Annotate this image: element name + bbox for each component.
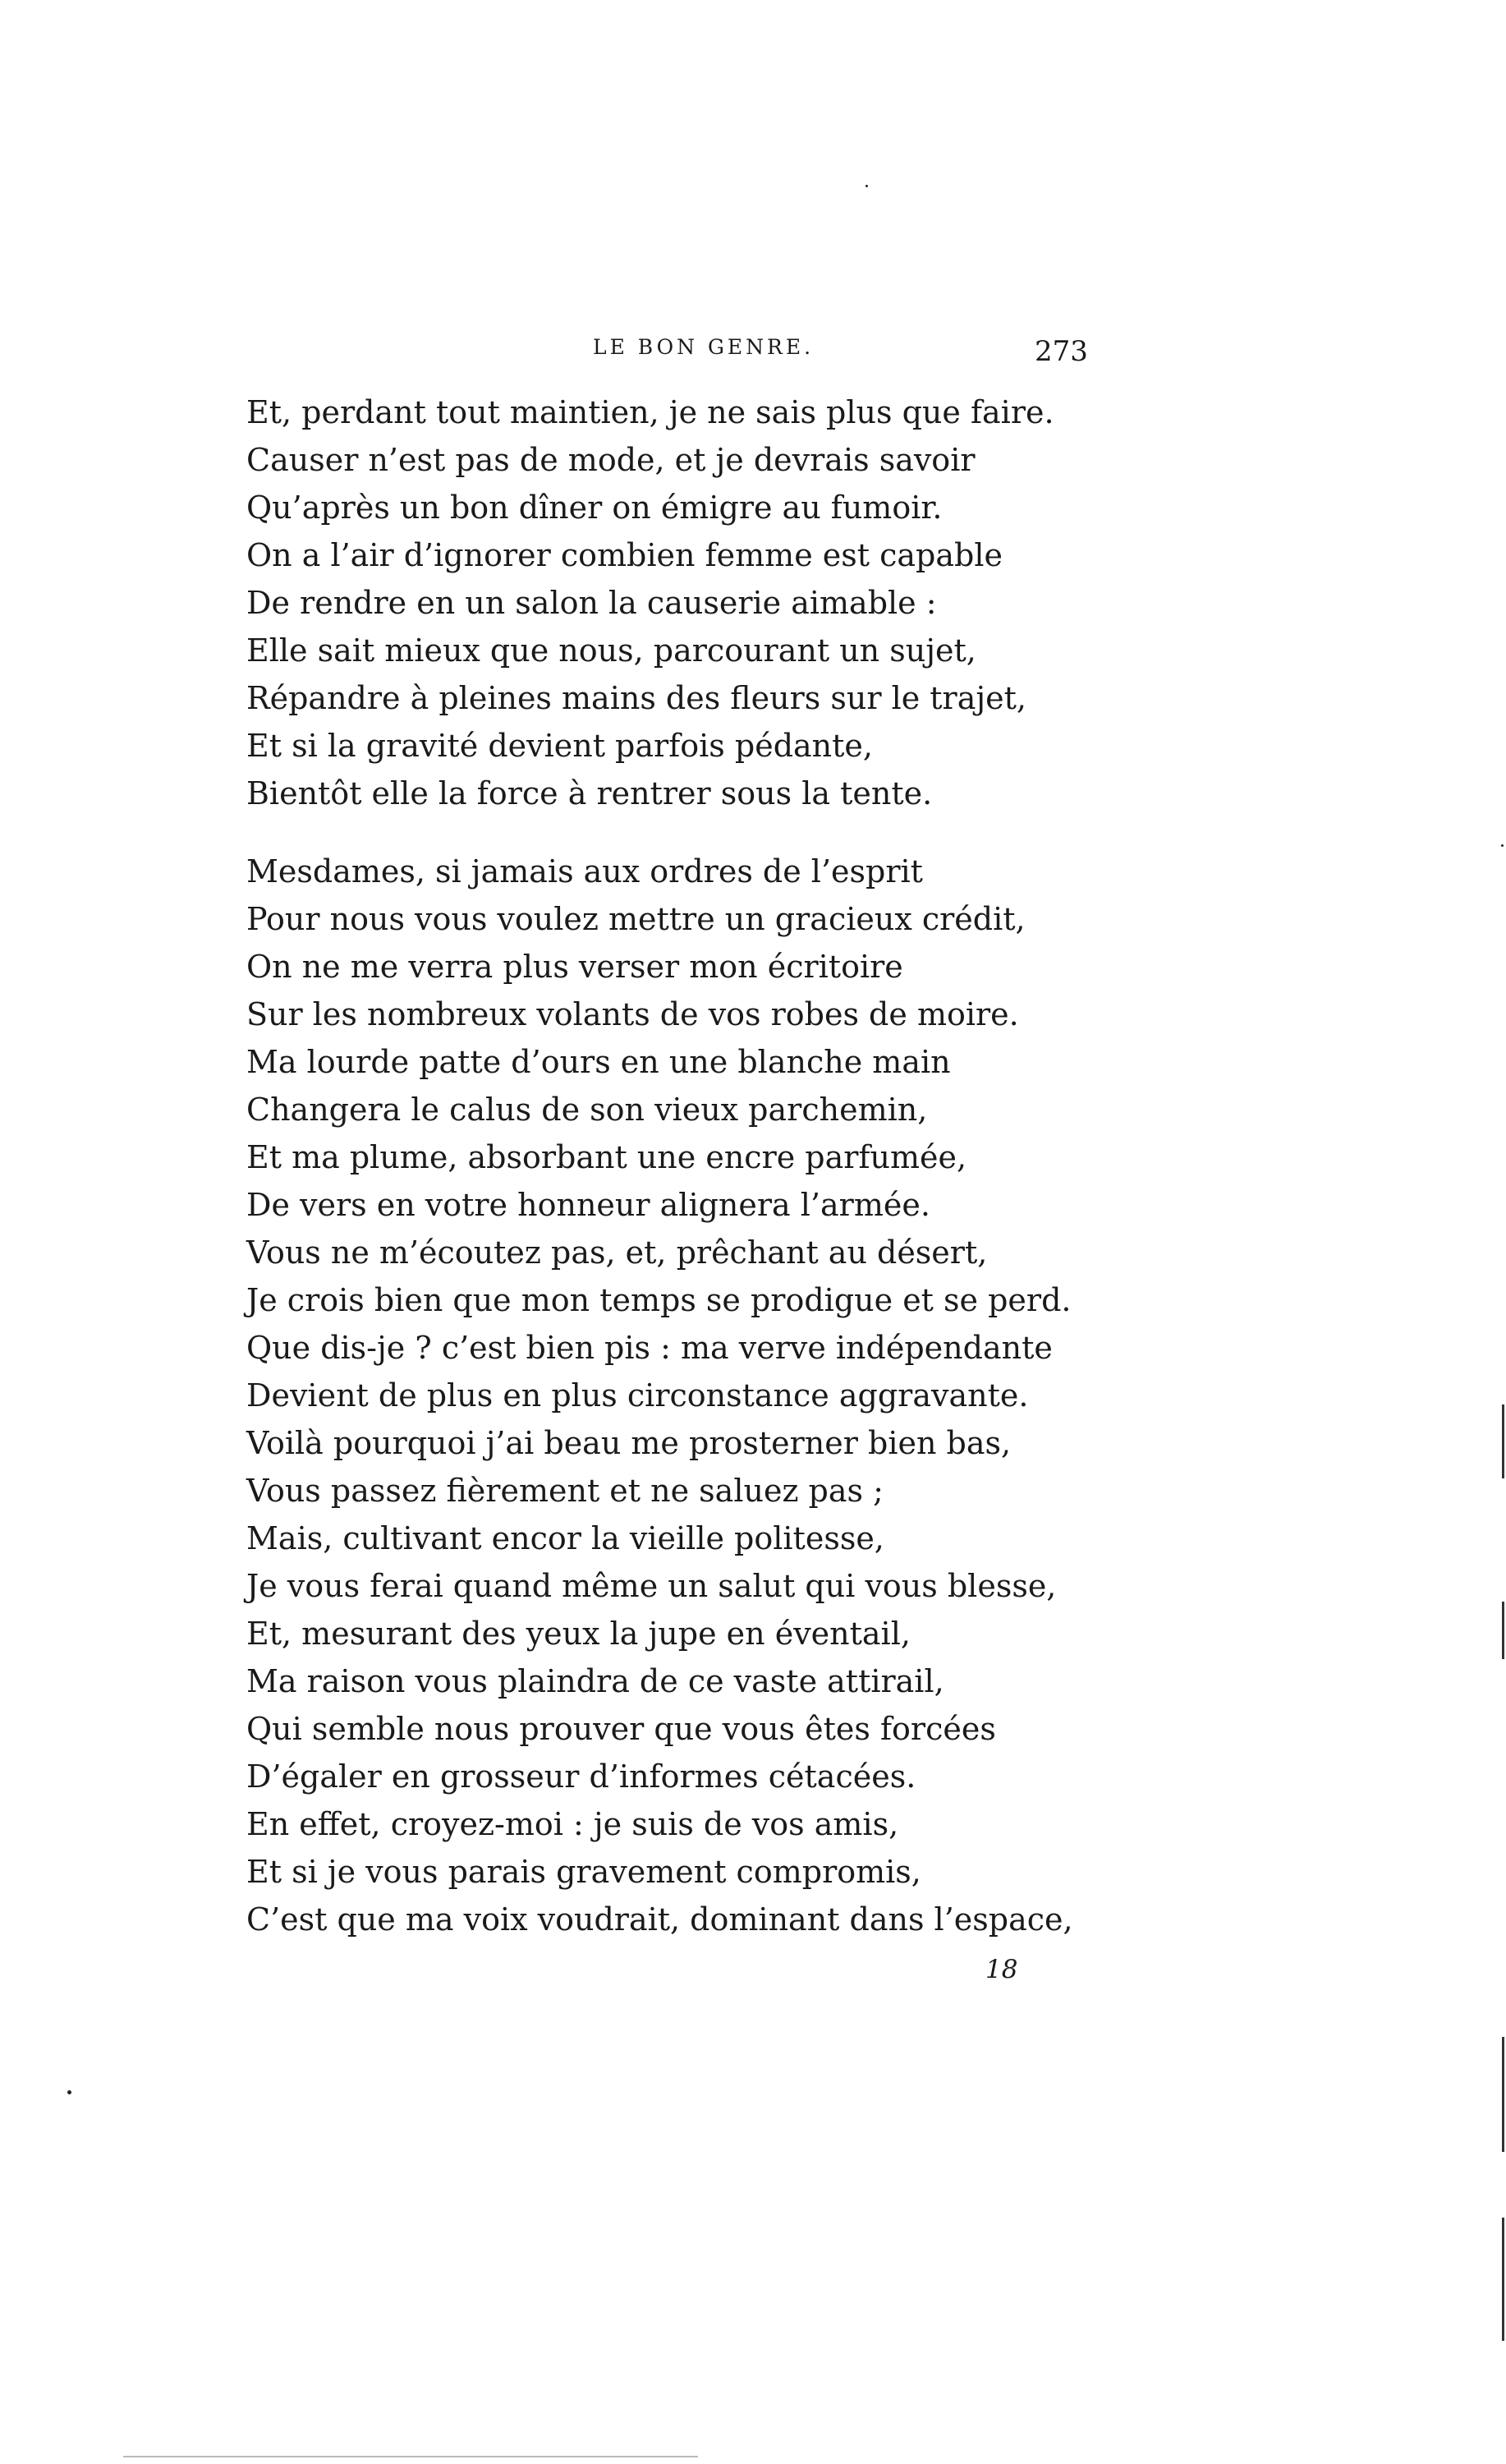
running-title: LE BON GENRE.	[593, 335, 815, 359]
verse-line: Voilà pourquoi j’ai beau me prosterner bien bas,	[246, 1425, 1012, 1461]
scan-edge-mark	[1502, 1602, 1504, 1659]
verse-line: Répandre à pleines mains des fleurs sur le trajet,	[246, 680, 1026, 716]
verse-line: Je crois bien que mon temps se prodigue et se perd.	[246, 1282, 1072, 1318]
verse-line: Que dis-je ? c’est bien pis : ma verve indépendante	[246, 1330, 1053, 1366]
verse-line: Pour nous vous voulez mettre un gracieux crédit,	[246, 901, 1026, 937]
verse-line: Mesdames, si jamais aux ordres de l’esprit	[246, 853, 923, 890]
verse-line: D’égaler en grosseur d’informes cétacées.	[246, 1758, 916, 1795]
stanza-1	[246, 388, 1166, 817]
scan-bottom-dashes	[123, 2456, 698, 2457]
verse-line: Qu’après un bon dîner on émigre au fumoir.	[246, 490, 943, 526]
verse-line: Vous ne m’écoutez pas, et, prêchant au désert,	[246, 1234, 988, 1271]
stanza-2	[246, 848, 1166, 1943]
scan-speck	[67, 2090, 71, 2094]
verse-line: Et ma plume, absorbant une encre parfumée,	[246, 1139, 967, 1175]
running-header	[263, 335, 1088, 376]
verse-line: Devient de plus en plus circonstance aggravante.	[246, 1377, 1029, 1414]
verse-line: Je vous ferai quand même un salut qui vous blesse,	[246, 1568, 1057, 1604]
verse-line: Et si je vous parais gravement compromis,	[246, 1854, 921, 1890]
verse-line: Bientôt elle la force à rentrer sous la tente.	[246, 775, 933, 811]
page-number: 273	[1035, 335, 1088, 368]
verse-line: Et si la gravité devient parfois pédante,	[246, 728, 873, 764]
verse-line: Mais, cultivant encor la vieille politesse,	[246, 1520, 884, 1556]
verse-line: En effet, croyez-moi : je suis de vos amis,	[246, 1806, 899, 1842]
scan-speck	[1501, 844, 1504, 847]
verse-line: On a l’air d’ignorer combien femme est capable	[246, 537, 1003, 573]
verse-line: Sur les nombreux volants de vos robes de moire.	[246, 996, 1019, 1032]
verse-line: De rendre en un salon la causerie aimable :	[246, 585, 937, 621]
scan-speck	[865, 185, 868, 187]
verse-line: C’est que ma voix voudrait, dominant dans l’espace,	[246, 1901, 1073, 1938]
verse-line: Qui semble nous prouver que vous êtes forcées	[246, 1711, 996, 1747]
verse-line: Causer n’est pas de mode, et je devrais savoir	[246, 442, 976, 478]
verse-line: Vous passez fièrement et ne saluez pas ;	[246, 1473, 884, 1509]
verse-line: De vers en votre honneur alignera l’armée.	[246, 1187, 930, 1223]
verse-line: Et, mesurant des yeux la jupe en éventail,	[246, 1616, 911, 1652]
scan-edge-mark	[1502, 2218, 1504, 2341]
verse-line: Elle sait mieux que nous, parcourant un sujet,	[246, 632, 976, 669]
verse-line: Ma raison vous plaindra de ce vaste attirail,	[246, 1663, 944, 1699]
verse-line: Changera le calus de son vieux parchemin,	[246, 1092, 928, 1128]
scan-edge-mark	[1502, 1404, 1504, 1478]
verse-line: On ne me verra plus verser mon écritoire	[246, 949, 903, 985]
verse-line: Ma lourde patte d’ours en une blanche main	[246, 1044, 951, 1080]
signature-mark: 18	[985, 1955, 1018, 1984]
scan-edge-mark	[1502, 2037, 1504, 2152]
verse-line: Et, perdant tout maintien, je ne sais plus que faire.	[246, 394, 1054, 430]
